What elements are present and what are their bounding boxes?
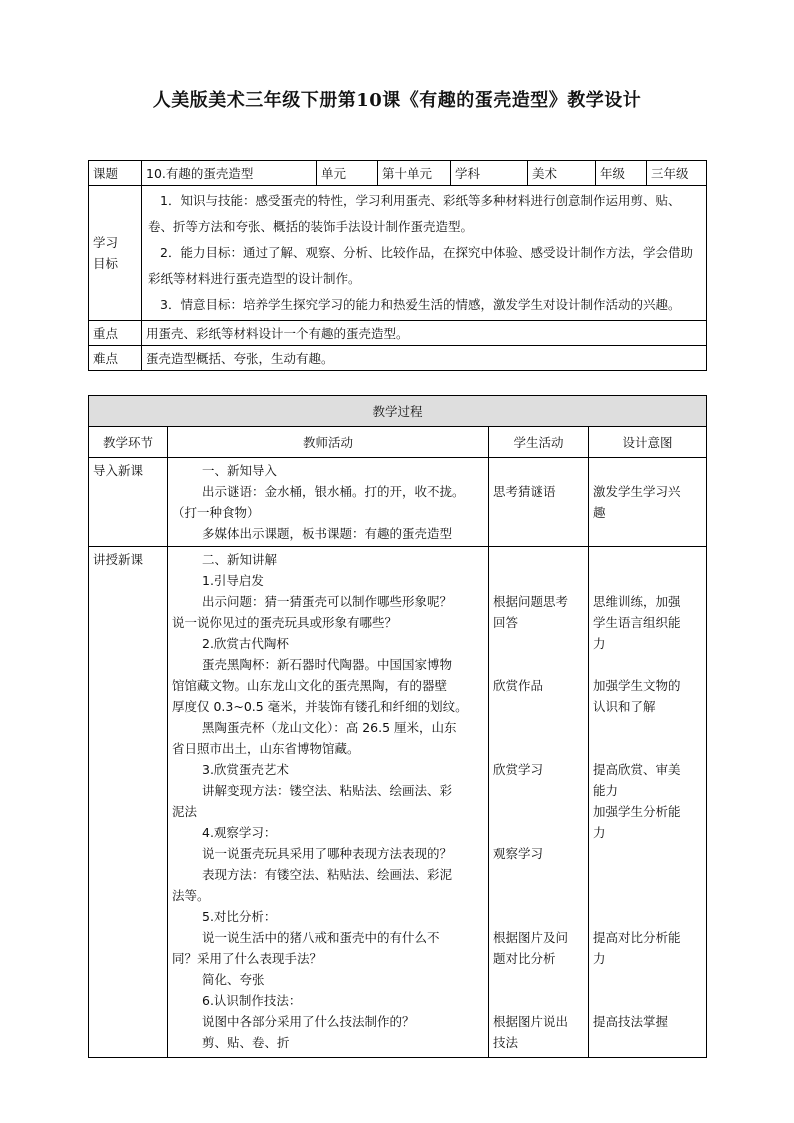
student-activity xyxy=(489,547,589,1058)
teacher-line: 说图中各部分采用了什么技法制作的？ xyxy=(202,1014,415,1029)
info-row-difficulty xyxy=(89,346,707,371)
teacher-line: 二、新知讲解 xyxy=(202,552,278,567)
student-line: 欣赏学习 xyxy=(493,762,544,777)
teacher-line: 一、新知导入 xyxy=(202,463,278,478)
intent-line: 加强学生分析能 xyxy=(593,804,681,819)
topic-label: 课题 xyxy=(89,161,142,186)
intent-line: 思维训练，加强 xyxy=(593,594,681,609)
objectives-content xyxy=(142,186,707,321)
objectives-label-line: 目标 xyxy=(93,256,119,271)
teacher-line: 蛋壳黑陶杯：新石器时代陶器。中国国家博物 xyxy=(202,657,453,672)
design-intent xyxy=(589,547,707,1058)
subject-label: 学科 xyxy=(451,161,528,186)
process-column-headers xyxy=(89,427,707,458)
unit-value: 第十单元 xyxy=(378,161,451,186)
stage-row-intro xyxy=(89,458,707,547)
intent-line: 加强学生文物的 xyxy=(593,678,681,693)
objective-item: 1．知识与技能：感受蛋壳的特性，学习利用蛋壳、彩纸等多种材料进行创意制作运用剪、贴、卷、折等方法和夸张、概括的装饰手法设计制作蛋壳造型。 xyxy=(148,193,681,234)
teacher-activity xyxy=(168,458,489,547)
grade-value: 三年级 xyxy=(647,161,707,186)
teaching-process-table xyxy=(88,395,707,1058)
teacher-line: 3.欣赏蛋壳艺术 xyxy=(202,762,289,777)
objectives-label xyxy=(89,186,142,321)
objectives-label-line: 学习 xyxy=(93,235,119,250)
intent-line: 力 xyxy=(593,951,606,966)
stage-name: 讲授新课 xyxy=(89,547,168,1058)
teacher-line: 4.观察学习： xyxy=(202,825,277,840)
teacher-line: 说一说生活中的猪八戒和蛋壳中的有什么不 xyxy=(202,930,440,945)
student-line: 根据图片及问 xyxy=(493,930,569,945)
teacher-line: 出示问题：猜一猜蛋壳可以制作哪些形象呢？ xyxy=(202,594,453,609)
teacher-line: 1.引导启发 xyxy=(202,573,264,588)
student-line: 欣赏作品 xyxy=(493,678,544,693)
column-header: 教学环节 xyxy=(89,427,168,458)
stage-name: 导入新课 xyxy=(89,458,168,547)
teacher-line: 省日照市出土，山东省博物馆藏。 xyxy=(172,741,360,756)
teacher-line: 多媒体出示课题，板书课题：有趣的蛋壳造型 xyxy=(202,526,453,541)
intent-line: 提高对比分析能 xyxy=(593,930,681,945)
difficulty-label: 难点 xyxy=(89,346,142,371)
lesson-info-table xyxy=(88,160,707,371)
subject-value: 美术 xyxy=(528,161,596,186)
teacher-activity xyxy=(168,547,489,1058)
difficulty-value: 蛋壳造型概括、夸张，生动有趣。 xyxy=(142,346,707,371)
intent-line: 激发学生学习兴 xyxy=(593,484,681,499)
student-line: 回答 xyxy=(493,615,519,630)
process-header-row xyxy=(89,396,707,427)
teacher-line: 法等。 xyxy=(172,888,210,903)
teacher-line: 黑陶蛋壳杯（龙山文化）：高 26.5 厘米，山东 xyxy=(202,720,457,735)
teacher-line: 2.欣赏古代陶杯 xyxy=(202,636,289,651)
info-row-objectives xyxy=(89,186,707,321)
unit-label: 单元 xyxy=(317,161,378,186)
intent-line: 提高欣赏、审美 xyxy=(593,762,681,777)
intent-line: 认识和了解 xyxy=(593,699,656,714)
teacher-line: 剪、贴、卷、折 xyxy=(202,1035,290,1050)
teacher-line: 说一说你见过的蛋壳玩具或形象有哪些？ xyxy=(172,615,398,630)
teacher-line: 5.对比分析： xyxy=(202,909,277,924)
teacher-line: 简化、夸张 xyxy=(202,972,265,987)
key-label: 重点 xyxy=(89,321,142,346)
intent-line: 力 xyxy=(593,825,606,840)
student-line: 观察学习 xyxy=(493,846,544,861)
objective-item: 3．情意目标：培养学生探究学习的能力和热爱生活的情感，激发学生对设计制作活动的兴趣。 xyxy=(160,297,681,312)
key-value: 用蛋壳、彩纸等材料设计一个有趣的蛋壳造型。 xyxy=(142,321,707,346)
teacher-line: 出示谜语：金水桶，银水桶。打的开，收不拢。 xyxy=(202,484,465,499)
teacher-line: 同？采用了什么表现手法？ xyxy=(172,951,323,966)
teacher-line: 说一说蛋壳玩具采用了哪种表现方法表现的？ xyxy=(202,846,453,861)
objective-item: 2．能力目标：通过了解、观察、分析、比较作品，在探究中体验、感受设计制作方法，学会借助彩纸等材料进行蛋壳造型的设计制作。 xyxy=(148,245,693,286)
page-title: 人美版美术三年级下册第10课《有趣的蛋壳造型》教学设计 xyxy=(152,90,642,111)
teacher-line: 厚度仅 0.3~0.5 毫米，并装饰有镂孔和纤细的划纹。 xyxy=(172,699,468,714)
intent-line: 能力 xyxy=(593,783,619,798)
intent-line: 趣 xyxy=(593,505,606,520)
student-line: 题对比分析 xyxy=(493,951,556,966)
intent-line: 提高技法掌握 xyxy=(593,1014,669,1029)
column-header: 教师活动 xyxy=(168,427,489,458)
teacher-line: 讲解变现方法：镂空法、粘贴法、绘画法、彩 xyxy=(202,783,453,798)
student-line: 根据问题思考 xyxy=(493,594,569,609)
student-activity xyxy=(489,458,589,547)
teacher-line: 表现方法：有镂空法、粘贴法、绘画法、彩泥 xyxy=(202,867,453,882)
process-header: 教学过程 xyxy=(89,396,707,427)
info-row-topic xyxy=(89,161,707,186)
teacher-line: （打一种食物） xyxy=(172,505,260,520)
teacher-line: 6.认识制作技法： xyxy=(202,993,302,1008)
topic-value: 10.有趣的蛋壳造型 xyxy=(142,161,317,186)
design-intent xyxy=(589,458,707,547)
student-line: 根据图片说出 xyxy=(493,1014,569,1029)
intent-line: 学生语言组织能 xyxy=(593,615,681,630)
grade-label: 年级 xyxy=(596,161,647,186)
teacher-line: 泥法 xyxy=(172,804,198,819)
student-line: 思考猜谜语 xyxy=(493,484,556,499)
column-header: 设计意图 xyxy=(589,427,707,458)
teacher-line: 馆馆藏文物。山东龙山文化的蛋壳黑陶，有的器壁 xyxy=(172,678,448,693)
info-row-key xyxy=(89,321,707,346)
student-line: 技法 xyxy=(493,1035,519,1050)
intent-line: 力 xyxy=(593,636,606,651)
column-header: 学生活动 xyxy=(489,427,589,458)
stage-row-lecture xyxy=(89,547,707,1058)
